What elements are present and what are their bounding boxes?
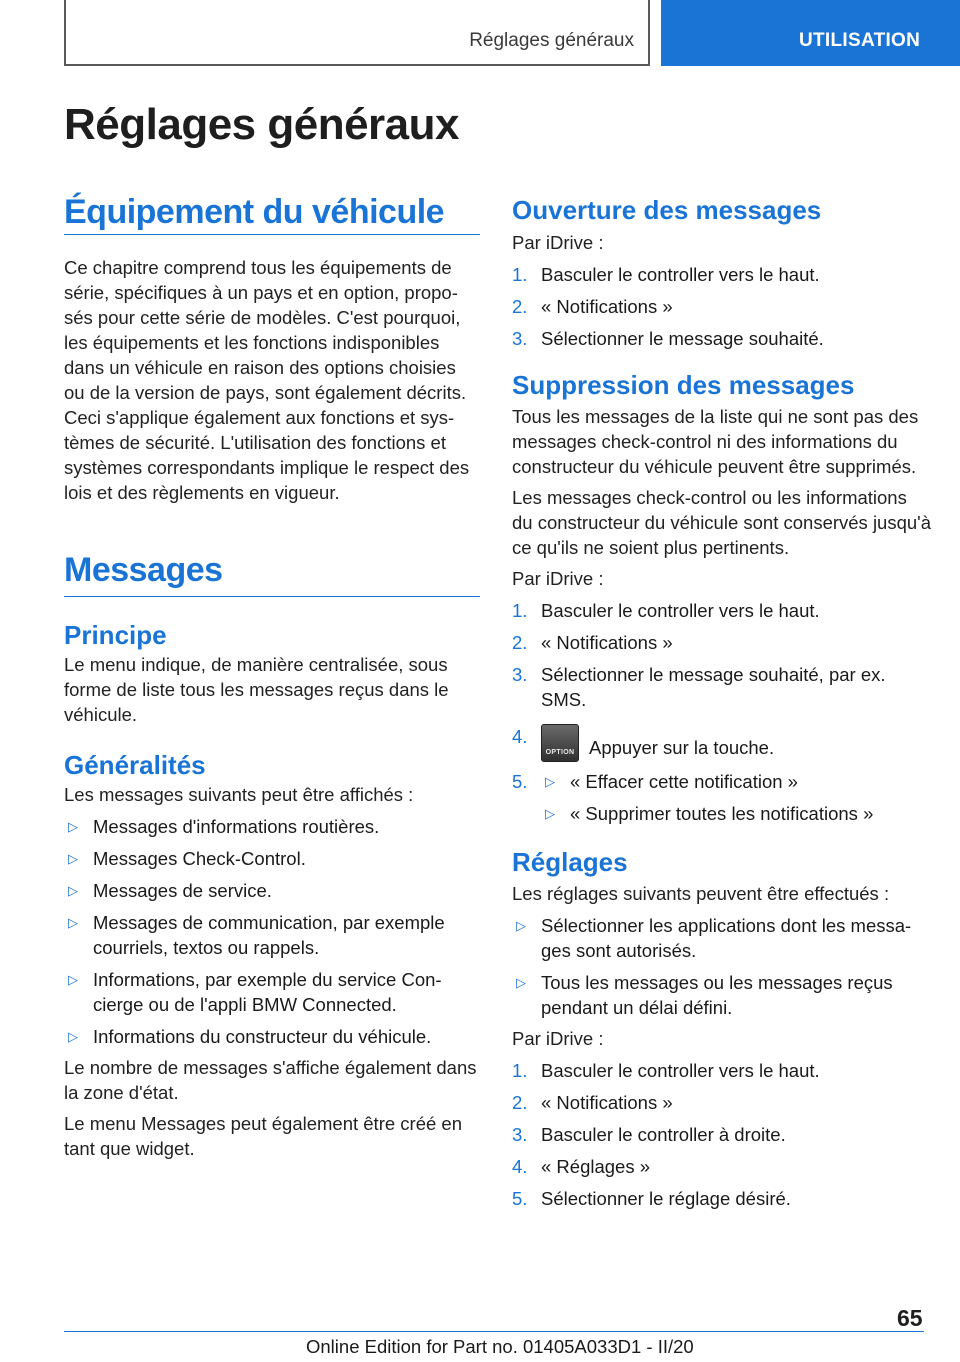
header-chapter-tab: [661, 0, 960, 66]
step-item: 5. ▷ « Effacer cette notification » ▷ « Supprimer toutes les notifications »: [512, 769, 932, 826]
step-item: 3. Sélectionner le message souhaité.: [512, 328, 824, 349]
step-item: 2. « Notifications »: [512, 1092, 673, 1113]
list-item: ▷ « Supprimer toutes les notifications »: [545, 803, 874, 824]
principe-paragraph: Le menu indique, de manière centralisée, sous forme de liste tous les messages reçus dans le véhicule.: [64, 654, 449, 725]
generalites-intro: Les messages suivants peut être affichés :: [64, 784, 414, 805]
step-item: 2. « Notifications »: [512, 632, 673, 653]
section-rule: [64, 596, 480, 597]
header-chapter-title: UTILISATION: [799, 30, 921, 51]
section-title-equipement: Équipement du véhicule: [64, 193, 445, 231]
triangle-bullet-icon: ▷: [68, 1029, 78, 1044]
left-column: [64, 190, 480, 1161]
nombre-paragraph: Le nombre de messages s'affiche également dans la zone d'état.: [64, 1057, 477, 1103]
list-item: ▷ « Effacer cette notification »: [545, 771, 798, 792]
step-item: 2. « Notifications »: [512, 296, 673, 317]
step-item: 1. Basculer le controller vers le haut.: [512, 264, 820, 285]
subsection-title-suppression: Suppression des messages: [512, 370, 855, 400]
step-item: 1. Basculer le controller vers le haut.: [512, 1060, 820, 1081]
subsection-title-principe: Principe: [64, 620, 167, 650]
list-item: ▷ Messages de service.: [68, 880, 272, 901]
footer-rule: [64, 1331, 924, 1332]
list-item: ▷ Messages d'informations routières.: [68, 816, 380, 837]
triangle-bullet-icon: ▷: [516, 918, 526, 933]
header-section-title: Réglages généraux: [469, 30, 634, 51]
suppression-paragraph-1: Tous les messages de la liste qui ne sont pas des messages check-control ni des informations du constructeur du véhicule peuvent être supprimés.: [512, 406, 919, 477]
reglages-idrive-intro: Par iDrive :: [512, 1028, 604, 1049]
section-title-messages: Messages: [64, 551, 223, 589]
subsection-title-generalites: Généralités: [64, 750, 206, 780]
page-number: 65: [897, 1305, 923, 1331]
step-item: 3. Basculer le controller à droite.: [512, 1124, 786, 1145]
step-item: 1. Basculer le controller vers le haut.: [512, 600, 820, 621]
ouverture-intro: Par iDrive :: [512, 232, 604, 253]
triangle-bullet-icon: ▷: [68, 915, 78, 930]
equipement-paragraph: Ce chapitre comprend tous les équipements de série, spécifiques à un pays et en option, proposés pour cette série de modèles. C'est pourquoi, les équipements et les fonctions indisponibles dans un véhicule en raison des options choisies ou de la version de pays, sont également décrits. Ceci s'applique également aux fonctions et systèmes de sécurité. L'utilisation des fonctions et systèmes correspondants implique le respect des lois et des règlements en vigueur.: [64, 257, 470, 503]
subsection-title-reglages: Réglages: [512, 847, 628, 877]
ouverture-steps: [512, 262, 932, 351]
header-section-tab: [64, 0, 650, 66]
list-item: ▷ Informations, par exemple du service Concierge ou de l'appli BMW Connected.: [68, 969, 442, 1015]
step-item: 4. OPTION Appuyer sur la touche.: [512, 724, 932, 762]
triangle-bullet-icon: ▷: [545, 774, 555, 789]
page-title: Réglages généraux: [64, 100, 459, 149]
suppression-paragraph-2: Les messages check-control ou les informations du constructeur du véhicule sont conservés jusqu'à ce qu'ils ne soient plus pertinents.: [512, 487, 931, 558]
reglages-list: [512, 913, 932, 1020]
reglages-intro: Les réglages suivants peuvent être effectués :: [512, 883, 890, 904]
step-item: 5. Sélectionner le réglage désiré.: [512, 1188, 791, 1209]
triangle-bullet-icon: ▷: [516, 975, 526, 990]
sub-list: [541, 769, 932, 826]
reglages-steps: [512, 1058, 932, 1211]
triangle-bullet-icon: ▷: [545, 806, 555, 821]
list-item: ▷ Tous les messages ou les messages reçus pendant un délai défini.: [516, 972, 893, 1018]
suppression-steps: [512, 598, 932, 826]
subsection-title-ouverture: Ouverture des messages: [512, 195, 822, 225]
list-item: ▷ Messages de communication, par exemple courriels, textos ou rappels.: [68, 912, 445, 958]
list-item: ▷ Messages Check-Control.: [68, 848, 306, 869]
footer-edition: Online Edition for Part no. 01405A033D1 - II/20: [306, 1336, 694, 1357]
suppression-intro: Par iDrive :: [512, 568, 604, 589]
option-button-icon: [541, 724, 579, 762]
triangle-bullet-icon: ▷: [68, 972, 78, 987]
triangle-bullet-icon: ▷: [68, 819, 78, 834]
step-item: 4. « Réglages »: [512, 1156, 651, 1177]
section-rule: [64, 234, 480, 235]
step-item: 3. Sélectionner le message souhaité, par ex. SMS.: [512, 664, 886, 710]
option-button-label: OPTION: [545, 749, 575, 756]
triangle-bullet-icon: ▷: [68, 851, 78, 866]
list-item: ▷ Informations du constructeur du véhicule.: [68, 1026, 432, 1047]
list-item: ▷ Sélectionner les applications dont les messages sont autorisés.: [516, 915, 912, 961]
generalites-list: [64, 814, 480, 1049]
triangle-bullet-icon: ▷: [68, 883, 78, 898]
right-column: [512, 190, 932, 1211]
widget-paragraph: Le menu Messages peut également être créé en tant que widget.: [64, 1113, 462, 1159]
